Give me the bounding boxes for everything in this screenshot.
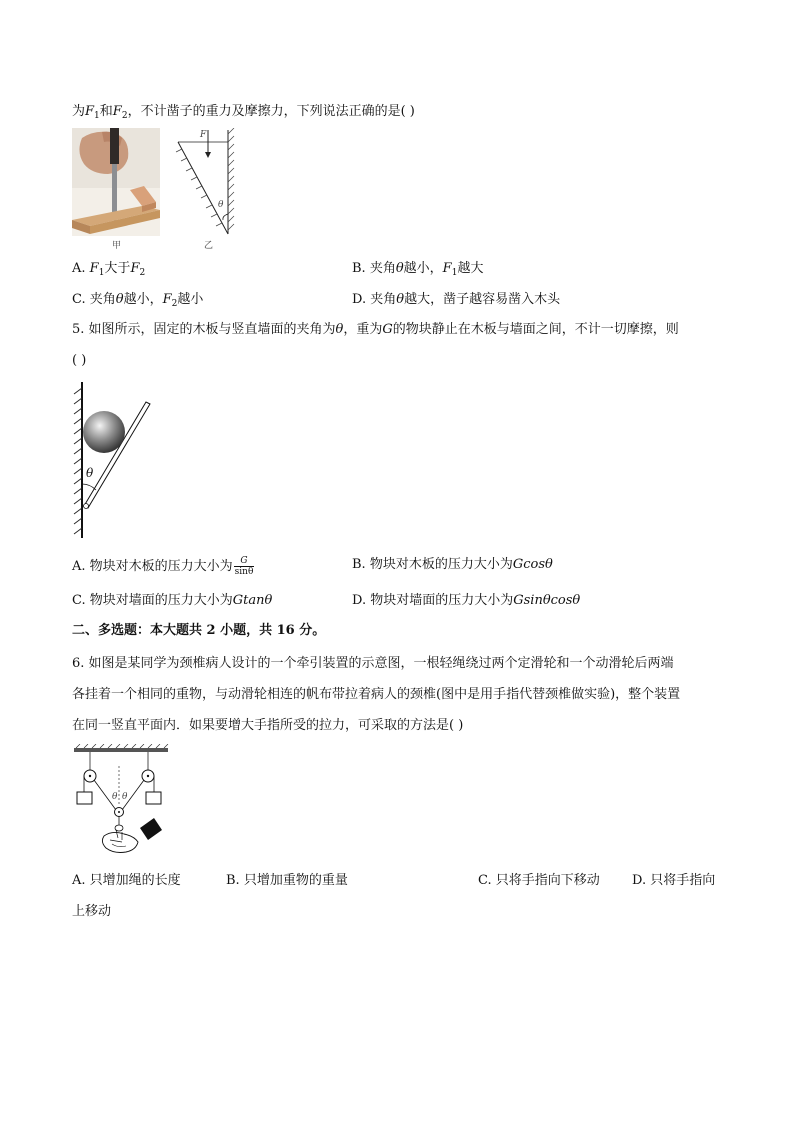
q5-option-c[interactable]: C. 物块对墙面的压力大小为Gtanθ: [72, 593, 273, 608]
q4-option-a[interactable]: A. $F_1$大于$F_2$: [72, 261, 146, 278]
q4-option-c[interactable]: C. 夹角θ越小，$F_2$越小: [72, 292, 204, 309]
q6-stem-line2: 各挂着一个相同的重物，与动滑轮相连的帆布带拉着病人的颈椎(图中是用手指代替颈椎做实验)，整个装置: [72, 687, 681, 702]
q4-figure-label-theta: θ: [218, 200, 224, 210]
q5-figure-diagram: [72, 380, 162, 540]
q4-figure-label-f: F: [200, 130, 207, 140]
q6-stem-line3: 在同一竖直平面内．如果要增大手指所受的拉力，可采取的方法是( ): [72, 718, 464, 733]
q4-stem: 为$F_1$和$F_2$，不计凿子的重力及摩擦力，下列说法正确的是( ): [72, 104, 415, 121]
q4-figure-yi-caption: 乙: [204, 241, 214, 251]
q5-option-a-fraction: $\frac{G}{\sin\theta}$: [234, 556, 254, 577]
q6-option-c[interactable]: C. 只将手指向下移动: [478, 873, 600, 888]
q6-figure-label-theta-left: θ: [112, 792, 118, 802]
q4-option-d[interactable]: D. 夹角θ越大，凿子越容易凿入木头: [352, 292, 561, 307]
q4-figure-jia-caption: 甲: [112, 241, 122, 251]
q4-f1: $F_1$: [85, 104, 100, 121]
q6-option-d-line1[interactable]: D. 只将手指向: [632, 873, 716, 888]
q4-figure-jia-photo: [72, 128, 160, 236]
q4-f2: $F_2$: [112, 104, 128, 121]
q6-figure-diagram: [72, 744, 172, 862]
q5-option-a[interactable]: A. 物块对木板的压力大小为 $\frac{G}{\sin\theta}$: [72, 556, 254, 577]
q5-stem-line1: 5. 如图所示，固定的木板与竖直墙面的夹角为θ，重为G的物块静止在木板与墙面之间，不计一切摩擦，则: [72, 322, 679, 337]
q6-option-b[interactable]: B. 只增加重物的重量: [226, 873, 348, 888]
q6-stem-line1: 6. 如图是某同学为颈椎病人设计的一个牵引装置的示意图，一根轻绳绕过两个定滑轮和一个动滑轮后两端: [72, 656, 674, 671]
q6-option-a[interactable]: A. 只增加绳的长度: [72, 873, 181, 888]
q5-option-b[interactable]: B. 物块对木板的压力大小为Gcosθ: [352, 557, 553, 572]
q5-figure-label-theta: θ: [86, 466, 94, 480]
q4-figure-yi-diagram: [172, 128, 240, 238]
q5-stem-line2: ( ): [72, 353, 87, 368]
q4-option-b[interactable]: B. 夹角θ越小，$F_1$越大: [352, 261, 484, 278]
q6-option-d-line2[interactable]: 上移动: [72, 904, 112, 919]
section-2-heading: 二、多选题：本大题共 2 小题，共 16 分。: [72, 623, 326, 638]
q5-option-d[interactable]: D. 物块对墙面的压力大小为Gsinθcosθ: [352, 593, 581, 608]
q6-figure-label-theta-right: θ: [122, 792, 128, 802]
